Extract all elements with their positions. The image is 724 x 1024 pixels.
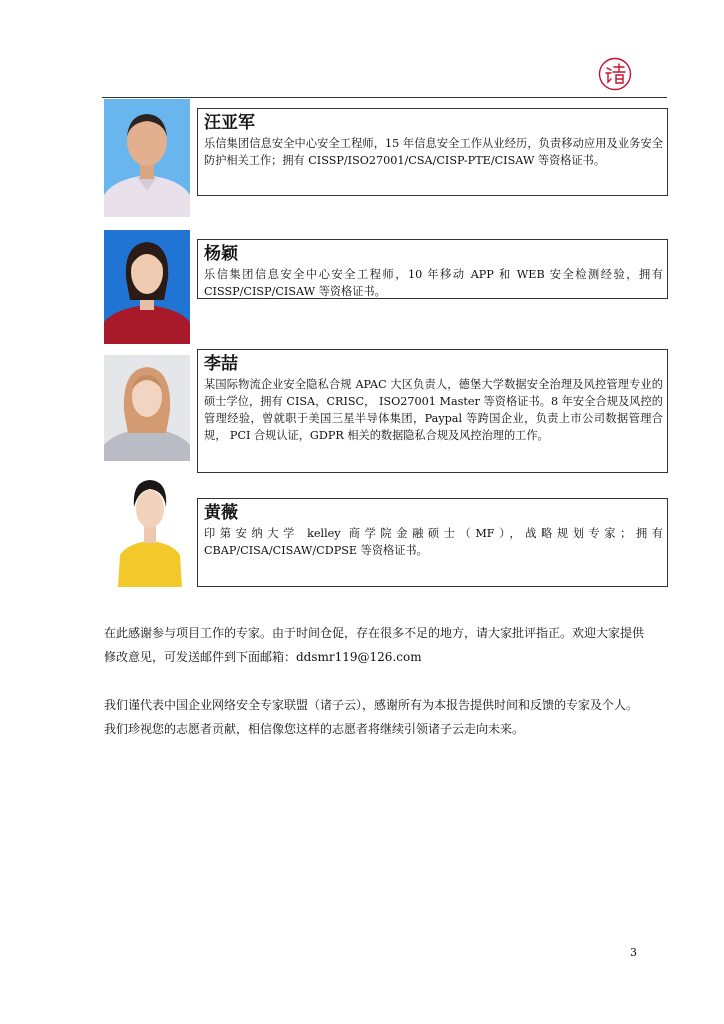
expert-photo (118, 475, 182, 587)
expert-bio: 乐信集团信息安全中心安全工程师，10 年移动 APP 和 WEB 安全检测经验，拥有 CISSP/CISP/CISAW 等资格证书。 (204, 268, 663, 298)
header-rule (102, 97, 667, 98)
expert-bio-box (197, 498, 668, 587)
expert-bio-box (197, 239, 668, 299)
expert-name: 李喆 (204, 354, 238, 374)
expert-name: 黄薇 (204, 503, 238, 523)
expert-card (102, 99, 668, 217)
acknowledgement-paragraph: 我们谨代表中国企业网络安全专家联盟（诸子云），感谢所有为本报告提供时间和反馈的专家及个人。我们珍视您的志愿者贡献，相信像您这样的志愿者将继续引领诸子云走向未来。 (104, 698, 639, 736)
expert-bio: 印第安纳大学 kelley 商学院金融硕士（MF），战略规划专家；拥有 CBAP/CISA/CISAW/CDPSE 等资格证书。 (204, 527, 663, 557)
seal-logo-icon (598, 57, 632, 91)
expert-photo (104, 99, 190, 217)
expert-name: 汪亚军 (204, 113, 255, 133)
expert-card (102, 349, 668, 461)
thanks-paragraph: 在此感谢参与项目工作的专家。由于时间仓促，存在很多不足的地方，请大家批评指正。欢迎大家提供修改意见，可发送邮件到下面邮箱：ddsmr119@126.com (104, 626, 645, 664)
expert-bio: 某国际物流企业安全隐私合规 APAC 大区负责人，德堡大学数据安全治理及风控管理专业的硕士学位，拥有 CISA，CRISC， ISO27001 Master 等资格证书。8 年安全合规及风控的管理经验，曾就职于美国三星半导体集团，Paypal 等跨国企业，负责上市公司数据管理合规， PCI 合规认证，GDPR 相关的数据隐私合规及风控治理的工作。 (204, 378, 663, 442)
expert-bio-box (197, 108, 668, 196)
page-number: 3 (630, 946, 637, 959)
expert-card (102, 230, 668, 344)
expert-name: 杨颖 (204, 244, 238, 264)
expert-card (102, 475, 668, 587)
expert-photo (104, 230, 190, 344)
expert-bio: 乐信集团信息安全中心安全工程师，15 年信息安全工作从业经历，负责移动应用及业务安全防护相关工作；拥有 CISSP/ISO27001/CSA/CISP-PTE/CISAW 等资格证书。 (204, 137, 663, 167)
expert-bio-box (197, 349, 668, 473)
expert-photo (104, 355, 190, 461)
